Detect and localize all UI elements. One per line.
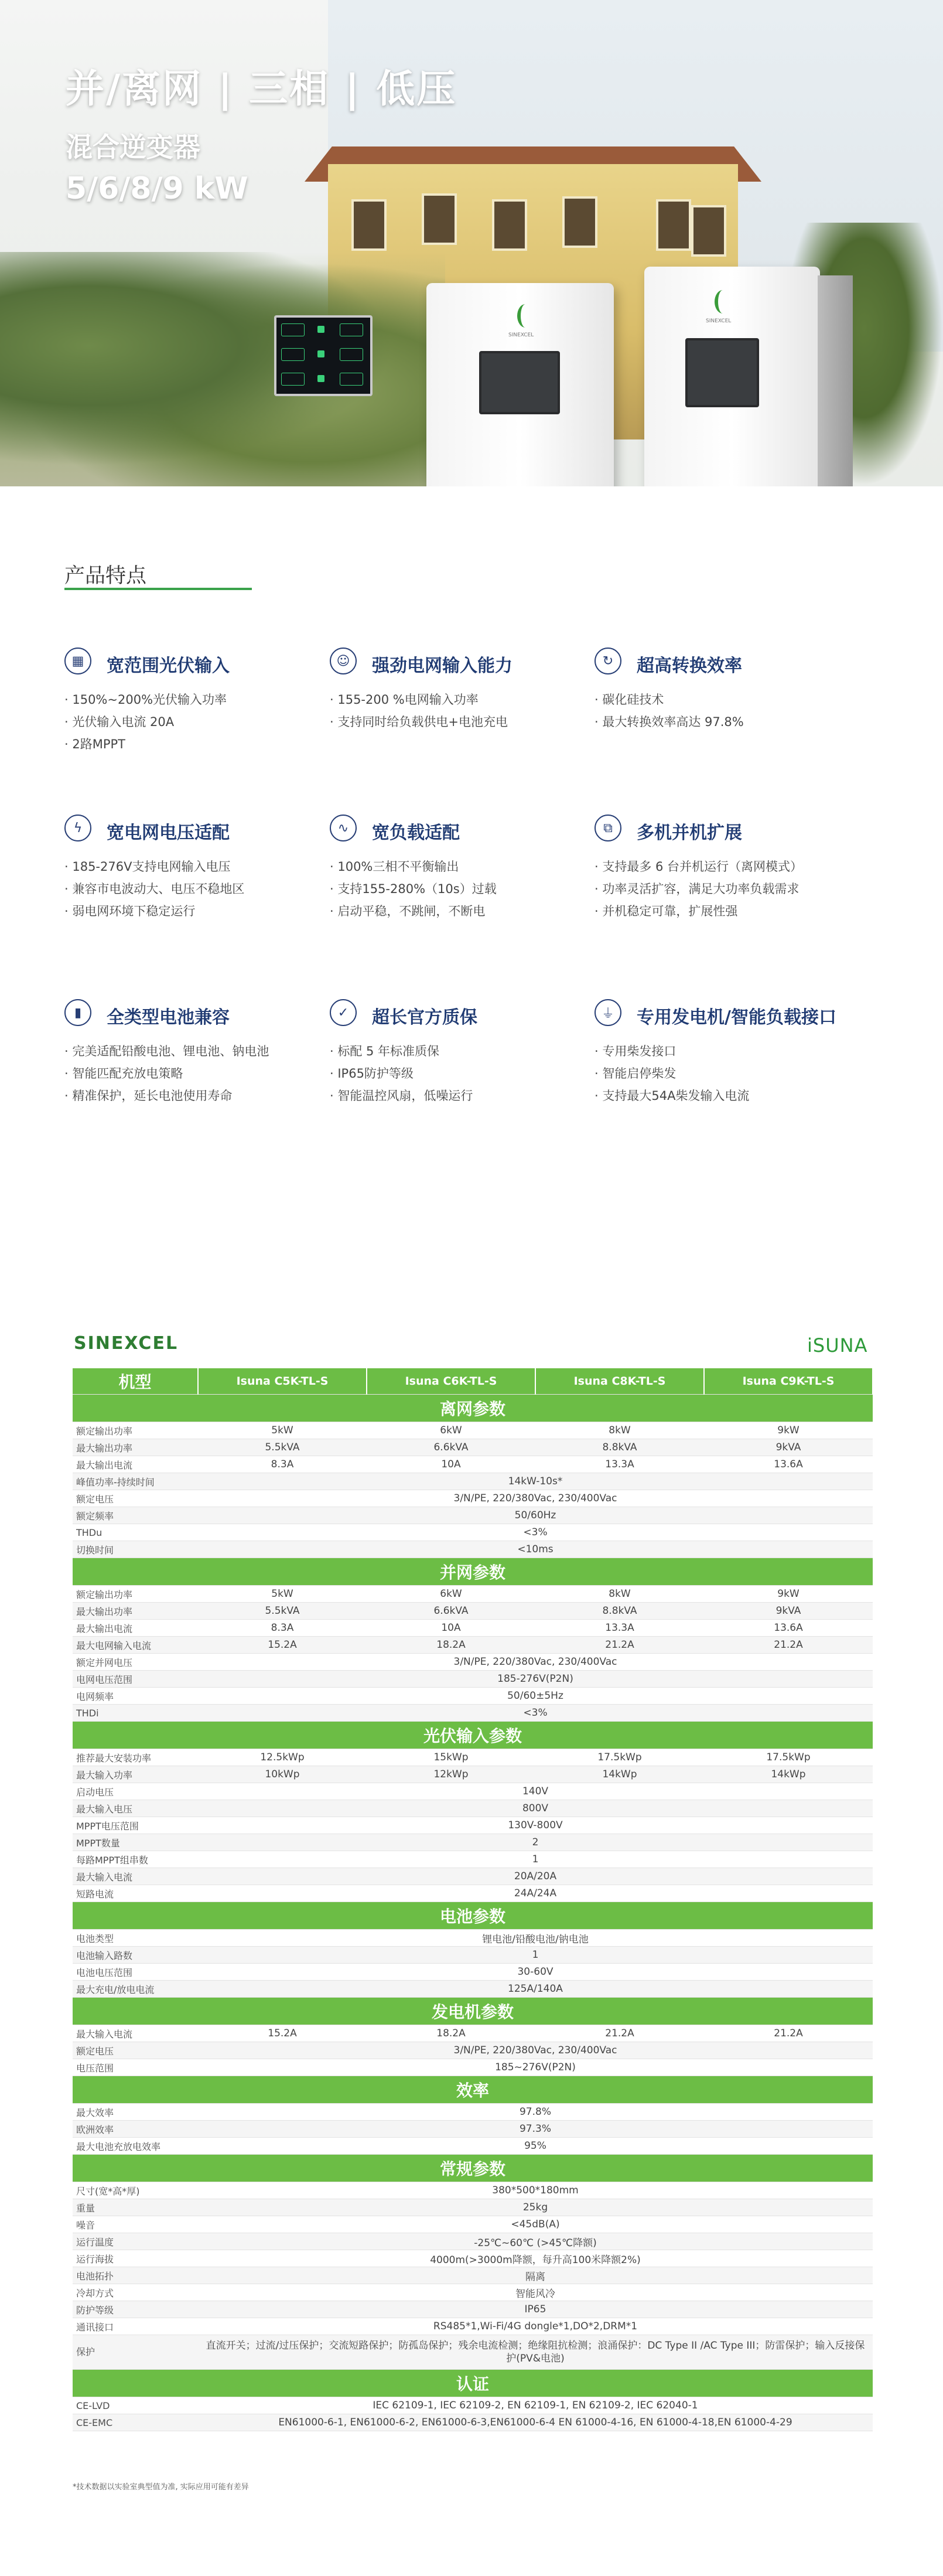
feature-point: · 兼容市电波动大、电压不稳地区 xyxy=(64,882,245,896)
hero-title: 并/离网 | 三相 | 低压 xyxy=(66,66,457,111)
feature-points xyxy=(594,856,802,922)
spec-param-value: 800V xyxy=(198,1800,873,1817)
spec-row xyxy=(73,1603,873,1620)
spec-section-title: 离网参数 xyxy=(73,1395,873,1422)
battery-icon: ▮ xyxy=(64,999,91,1026)
feature-title: 超长官方质保 xyxy=(372,1007,477,1028)
spec-param-label: MPPT数量 xyxy=(73,1834,198,1851)
inverter-front xyxy=(426,283,614,486)
feature-point: · 155-200 %电网输入功率 xyxy=(330,693,479,707)
spec-param-value: <3% xyxy=(198,1524,873,1541)
spec-section-header xyxy=(73,1558,873,1586)
spec-param-value: 380*500*180mm xyxy=(198,2182,873,2199)
spec-param-label: 短路电流 xyxy=(73,1885,198,1902)
footnote: *技术数据以实验室典型值为准, 实际应用可能有差异 xyxy=(73,2483,249,2492)
spec-row xyxy=(73,1749,873,1766)
feature-point: · 专用柴发接口 xyxy=(594,1044,676,1058)
spec-row xyxy=(73,1964,873,1981)
spec-param-value: <3% xyxy=(198,1705,873,1722)
pulse-wave-icon: ∿ xyxy=(330,815,357,841)
spec-param-value: IEC 62109-1, IEC 62109-2, EN 62109-1, EN 62109-2, IEC 62040-1 xyxy=(198,2397,873,2414)
feature-title: 宽范围光伏输入 xyxy=(107,656,230,676)
spec-param-value: 5kW xyxy=(198,1422,367,1439)
feature-point: · 100%三相不平衡输出 xyxy=(330,860,459,874)
shield-check-icon: ✓ xyxy=(330,999,357,1026)
spec-param-value: 智能风冷 xyxy=(198,2284,873,2301)
feature-point: · 支持最多 6 台并机运行（离网模式） xyxy=(594,860,803,874)
spec-table xyxy=(73,1368,873,2431)
spec-param-label: 最大输出电流 xyxy=(73,1620,198,1637)
spec-param-value: 15.2A xyxy=(198,1637,367,1654)
spec-row xyxy=(73,2121,873,2138)
monitoring-display xyxy=(274,315,373,396)
spec-param-label: 重量 xyxy=(73,2199,198,2216)
hero-power-range: 5/6/8/9 kW xyxy=(66,171,248,206)
spec-row xyxy=(73,1851,873,1868)
spec-param-value: 13.6A xyxy=(704,1456,873,1473)
feature-point: · 启动平稳，不跳闸，不断电 xyxy=(330,904,486,918)
feature-points xyxy=(594,1040,749,1107)
spec-param-label: 切换时间 xyxy=(73,1541,198,1558)
spec-param-label: 额定并网电压 xyxy=(73,1654,198,1671)
spec-header-model: Isuna C9K-TL-S xyxy=(704,1368,873,1395)
spec-header-model: Isuna C8K-TL-S xyxy=(535,1368,704,1395)
spec-param-value: 5.5kVA xyxy=(198,1439,367,1456)
feature-point: · 并机稳定可靠，扩展性强 xyxy=(594,904,738,918)
spec-row xyxy=(73,2182,873,2199)
spec-section-header xyxy=(73,2155,873,2182)
feature-title: 专用发电机/智能负载接口 xyxy=(637,1007,836,1028)
feature-point: · 支持155-280%（10s）过载 xyxy=(330,882,497,896)
spec-param-value: 125A/140A xyxy=(198,1981,873,1998)
spec-param-value: 12kWp xyxy=(367,1766,535,1783)
spec-param-value: 9kVA xyxy=(704,1439,873,1456)
feature-title: 全类型电池兼容 xyxy=(107,1007,230,1028)
feature-point: · 150%~200%光伏输入功率 xyxy=(64,693,227,707)
spec-param-value: 130V-800V xyxy=(198,1817,873,1834)
spec-param-value: 30-60V xyxy=(198,1964,873,1981)
spec-param-value: 17.5kWp xyxy=(535,1749,704,1766)
spec-row xyxy=(73,2267,873,2284)
spec-row xyxy=(73,2233,873,2250)
feature-point: · 光伏输入电流 20A xyxy=(64,715,175,729)
spec-section-header xyxy=(73,1998,873,2025)
spec-param-value: 6.6kVA xyxy=(367,1439,535,1456)
spec-row xyxy=(73,1671,873,1688)
spec-param-label: CE-LVD xyxy=(73,2397,198,2414)
spec-param-label: 额定频率 xyxy=(73,1507,198,1524)
spec-param-label: 欧洲效率 xyxy=(73,2121,198,2138)
feature-point: · IP65防护等级 xyxy=(330,1066,414,1081)
spec-row xyxy=(73,1507,873,1524)
spec-param-label: 防护等级 xyxy=(73,2301,198,2318)
spec-param-value: RS485*1,Wi-Fi/4G dongle*1,DO*2,DRM*1 xyxy=(198,2318,873,2335)
spec-row xyxy=(73,2025,873,2042)
spec-row xyxy=(73,2216,873,2233)
spec-param-value: 6kW xyxy=(367,1586,535,1603)
spec-param-label: 每路MPPT组串数 xyxy=(73,1851,198,1868)
spec-param-label: 电池拓扑 xyxy=(73,2267,198,2284)
spec-row xyxy=(73,1800,873,1817)
feature-points xyxy=(64,856,244,922)
feature-title: 强劲电网输入能力 xyxy=(372,656,512,676)
spec-param-label: MPPT电压范围 xyxy=(73,1817,198,1834)
spec-row xyxy=(73,1620,873,1637)
sinexcel-logo-icon-2 xyxy=(715,290,731,314)
spec-param-label: 最大电池充放电效率 xyxy=(73,2138,198,2155)
spec-param-value: 10A xyxy=(367,1456,535,1473)
spec-row xyxy=(73,1490,873,1507)
inverter-angled xyxy=(644,267,820,486)
spec-param-label: 电网电压范围 xyxy=(73,1671,198,1688)
spec-param-value: 13.3A xyxy=(535,1456,704,1473)
spec-param-value: 15.2A xyxy=(198,2025,367,2042)
spec-param-value: -25℃~60℃ (>45℃降额) xyxy=(198,2233,873,2250)
spec-param-value: 5.5kVA xyxy=(198,1603,367,1620)
spec-param-label: THDi xyxy=(73,1705,198,1722)
feature-point: · 2路MPPT xyxy=(64,737,125,751)
feature-title: 宽负载适配 xyxy=(372,823,460,843)
spec-row xyxy=(73,1541,873,1558)
spec-param-label: 最大效率 xyxy=(73,2104,198,2121)
spec-param-label: CE-EMC xyxy=(73,2414,198,2431)
refresh-cycle-icon: ↻ xyxy=(594,648,621,674)
spec-row xyxy=(73,1637,873,1654)
features-heading: 产品特点 xyxy=(64,564,147,588)
feature-point: · 完美适配铅酸电池、锂电池、钠电池 xyxy=(64,1044,269,1058)
spec-param-value: 8.3A xyxy=(198,1456,367,1473)
spec-param-label: 额定电压 xyxy=(73,1490,198,1507)
spec-param-label: 运行海拔 xyxy=(73,2250,198,2267)
spec-row xyxy=(73,1524,873,1541)
spec-param-label: 最大输入功率 xyxy=(73,1766,198,1783)
inverter-logo-text-2: SINEXCEL xyxy=(706,318,732,324)
solar-panel-icon: ▦ xyxy=(64,648,91,674)
spec-section-title: 并网参数 xyxy=(73,1558,873,1586)
spec-row xyxy=(73,2301,873,2318)
spec-row xyxy=(73,1981,873,1998)
spec-param-value: 50/60Hz xyxy=(198,1507,873,1524)
brand-logo-left: SINEXCEL xyxy=(74,1333,179,1354)
feature-points xyxy=(594,689,744,733)
hero-banner xyxy=(0,0,943,486)
inverter-screen-2 xyxy=(685,338,759,407)
spec-param-value: EN61000-6-1, EN61000-6-2, EN61000-6-3,EN61000-6-4 EN 61000-4-16, EN 61000-4-18,EN 61000-4-29 xyxy=(198,2414,873,2431)
trees-foreground xyxy=(0,252,445,486)
feature-point: · 最大转换效率高达 97.8% xyxy=(594,715,744,729)
spec-param-value: 3/N/PE, 220/380Vac, 230/400Vac xyxy=(198,2042,873,2059)
spec-row xyxy=(73,2318,873,2335)
spec-param-value: 12.5kWp xyxy=(198,1749,367,1766)
spec-param-label: 电网频率 xyxy=(73,1688,198,1705)
spec-row xyxy=(73,1688,873,1705)
feature-point: · 功率灵活扩容，满足大功率负载需求 xyxy=(594,882,800,896)
spec-param-value: 17.5kWp xyxy=(704,1749,873,1766)
spec-param-value: 8.8kVA xyxy=(535,1439,704,1456)
spec-row xyxy=(73,2042,873,2059)
spec-param-label: 额定输出功率 xyxy=(73,1586,198,1603)
spec-param-value: 97.8% xyxy=(198,2104,873,2121)
feature-point: · 精准保护，延长电池使用寿命 xyxy=(64,1089,233,1103)
feature-title: 宽电网电压适配 xyxy=(107,823,230,843)
feature-points xyxy=(64,1040,269,1107)
parallel-units-icon: ⧉ xyxy=(594,815,621,841)
spec-param-value: 20A/20A xyxy=(198,1868,873,1885)
spec-param-value: 9kW xyxy=(704,1422,873,1439)
spec-param-label: 最大输入电流 xyxy=(73,1868,198,1885)
spec-param-label: 最大输出功率 xyxy=(73,1603,198,1620)
inverter-screen xyxy=(479,351,560,414)
spec-row xyxy=(73,1868,873,1885)
spec-param-label: 通讯接口 xyxy=(73,2318,198,2335)
spec-param-value: 9kW xyxy=(704,1586,873,1603)
features-heading-underline xyxy=(64,588,252,590)
spec-param-value: 3/N/PE, 220/380Vac, 230/400Vac xyxy=(198,1654,873,1671)
spec-row xyxy=(73,2059,873,2076)
spec-param-label: 最大电网输入电流 xyxy=(73,1637,198,1654)
spec-param-label: 尺寸(宽*高*厚) xyxy=(73,2182,198,2199)
spec-param-label: 冷却方式 xyxy=(73,2284,198,2301)
spec-param-label: 最大输入电流 xyxy=(73,2025,198,2042)
spec-row xyxy=(73,1783,873,1800)
feature-title: 超高转换效率 xyxy=(637,656,742,676)
spec-param-value: 2 xyxy=(198,1834,873,1851)
spec-param-label: 运行温度 xyxy=(73,2233,198,2250)
spec-section-header xyxy=(73,1395,873,1422)
spec-param-label: 最大输出功率 xyxy=(73,1439,198,1456)
spec-param-label: 峰值功率-持续时间 xyxy=(73,1473,198,1490)
spec-param-value: 15kWp xyxy=(367,1749,535,1766)
sinexcel-logo-icon xyxy=(517,304,534,328)
spec-param-label: 最大输入电压 xyxy=(73,1800,198,1817)
feature-point: · 智能温控风扇，低噪运行 xyxy=(330,1089,473,1103)
spec-param-value: <45dB(A) xyxy=(198,2216,873,2233)
spec-section-title: 效率 xyxy=(73,2076,873,2104)
spec-param-value: 8.3A xyxy=(198,1620,367,1637)
spec-section-title: 光伏输入参数 xyxy=(73,1722,873,1749)
spec-param-value: 140V xyxy=(198,1783,873,1800)
spec-param-value: 5kW xyxy=(198,1586,367,1603)
spec-param-value: 13.6A xyxy=(704,1620,873,1637)
spec-section-header xyxy=(73,1722,873,1749)
spec-row xyxy=(73,1817,873,1834)
user-shield-icon: ☺ xyxy=(330,648,357,674)
spec-row xyxy=(73,1439,873,1456)
spec-param-value: 1 xyxy=(198,1947,873,1964)
spec-section-header xyxy=(73,2076,873,2104)
spec-row xyxy=(73,2284,873,2301)
spec-param-value: 10kWp xyxy=(198,1766,367,1783)
spec-param-value: 直流开关；过流/过压保护；交流短路保护；防孤岛保护；残余电流检测；绝缘阻抗检测；浪涌保护：DC Type II /AC Type III；防雷保护；输入反接保护(PV&电池) xyxy=(198,2335,873,2370)
spec-param-value: 21.2A xyxy=(535,1637,704,1654)
spec-row xyxy=(73,1473,873,1490)
spec-param-value: IP65 xyxy=(198,2301,873,2318)
spec-param-label: 推荐最大安装功率 xyxy=(73,1749,198,1766)
spec-section-header xyxy=(73,1902,873,1930)
feature-point: · 标配 5 年标准质保 xyxy=(330,1044,440,1058)
brand-logo-right: iSUNA xyxy=(807,1334,868,1357)
inverter-side-panel xyxy=(818,275,853,486)
feature-point: · 智能匹配充放电策略 xyxy=(64,1066,183,1081)
spec-row xyxy=(73,1947,873,1964)
feature-point: · 智能启停柴发 xyxy=(594,1066,676,1081)
feature-points xyxy=(64,689,227,755)
spec-param-value: 14kWp xyxy=(704,1766,873,1783)
spec-header-model: Isuna C6K-TL-S xyxy=(367,1368,535,1395)
lightning-icon: ϟ xyxy=(64,815,91,841)
spec-header-row xyxy=(73,1368,873,1395)
spec-section-header xyxy=(73,2370,873,2397)
spec-param-label: 噪音 xyxy=(73,2216,198,2233)
spec-param-label: 电池电压范围 xyxy=(73,1964,198,1981)
spec-param-value: 21.2A xyxy=(704,2025,873,2042)
spec-param-value: 50/60±5Hz xyxy=(198,1688,873,1705)
spec-row xyxy=(73,1930,873,1947)
spec-row xyxy=(73,1422,873,1439)
spec-param-label: 保护 xyxy=(73,2335,198,2370)
spec-section-title: 发电机参数 xyxy=(73,1998,873,2025)
spec-param-value: 3/N/PE, 220/380Vac, 230/400Vac xyxy=(198,1490,873,1507)
feature-points xyxy=(330,689,508,733)
spec-row xyxy=(73,2335,873,2370)
spec-param-label: 最大输出电流 xyxy=(73,1456,198,1473)
inverter-logo-text: SINEXCEL xyxy=(508,332,534,338)
spec-param-value: 隔离 xyxy=(198,2267,873,2284)
spec-param-value: 95% xyxy=(198,2138,873,2155)
spec-section-title: 认证 xyxy=(73,2370,873,2397)
spec-row xyxy=(73,2104,873,2121)
spec-param-value: 4000m(>3000m降额，每升高100米降额2%) xyxy=(198,2250,873,2267)
spec-row xyxy=(73,2138,873,2155)
hero-subtitle: 混合逆变器 xyxy=(66,131,200,163)
spec-row xyxy=(73,1705,873,1722)
spec-row xyxy=(73,2414,873,2431)
plug-icon: ⏚ xyxy=(594,999,621,1026)
spec-param-value: 6kW xyxy=(367,1422,535,1439)
spec-row xyxy=(73,1654,873,1671)
spec-param-value: 13.3A xyxy=(535,1620,704,1637)
spec-param-label: 额定电压 xyxy=(73,2042,198,2059)
spec-param-value: <10ms xyxy=(198,1541,873,1558)
spec-row xyxy=(73,1456,873,1473)
feature-point: · 支持同时给负载供电+电池充电 xyxy=(330,715,508,729)
spec-row xyxy=(73,1834,873,1851)
spec-param-value: 21.2A xyxy=(704,1637,873,1654)
spec-param-value: 10A xyxy=(367,1620,535,1637)
spec-param-value: 1 xyxy=(198,1851,873,1868)
feature-points xyxy=(330,856,497,922)
spec-row xyxy=(73,2199,873,2216)
spec-param-value: 185-276V(P2N) xyxy=(198,1671,873,1688)
spec-param-label: 额定输出功率 xyxy=(73,1422,198,1439)
spec-param-value: 25kg xyxy=(198,2199,873,2216)
spec-param-value: 97.3% xyxy=(198,2121,873,2138)
spec-param-value: 18.2A xyxy=(367,2025,535,2042)
feature-points xyxy=(330,1040,473,1107)
spec-section-title: 电池参数 xyxy=(73,1902,873,1930)
feature-point: · 弱电网环境下稳定运行 xyxy=(64,904,196,918)
feature-point: · 支持最大54A柴发输入电流 xyxy=(594,1089,750,1103)
spec-param-value: 185~276V(P2N) xyxy=(198,2059,873,2076)
spec-param-value: 14kWp xyxy=(535,1766,704,1783)
spec-param-label: 电池类型 xyxy=(73,1930,198,1947)
spec-row xyxy=(73,1885,873,1902)
spec-param-value: 8kW xyxy=(535,1422,704,1439)
spec-param-label: 启动电压 xyxy=(73,1783,198,1800)
spec-param-value: 6.6kVA xyxy=(367,1603,535,1620)
spec-param-label: 电压范围 xyxy=(73,2059,198,2076)
feature-point: · 185-276V支持电网输入电压 xyxy=(64,860,231,874)
spec-param-value: 锂电池/铅酸电池/钠电池 xyxy=(198,1930,873,1947)
spec-row xyxy=(73,2250,873,2267)
spec-row xyxy=(73,1586,873,1603)
spec-param-label: 最大充电/放电电流 xyxy=(73,1981,198,1998)
spec-param-value: 9kVA xyxy=(704,1603,873,1620)
spec-param-value: 8kW xyxy=(535,1586,704,1603)
spec-header-model-label: 机型 xyxy=(73,1368,198,1395)
spec-param-value: 24A/24A xyxy=(198,1885,873,1902)
spec-param-value: 21.2A xyxy=(535,2025,704,2042)
feature-title: 多机并机扩展 xyxy=(637,823,742,843)
spec-param-label: THDu xyxy=(73,1524,198,1541)
spec-row xyxy=(73,1766,873,1783)
spec-param-value: 8.8kVA xyxy=(535,1603,704,1620)
spec-header-model: Isuna C5K-TL-S xyxy=(198,1368,367,1395)
spec-param-value: 14kW-10s* xyxy=(198,1473,873,1490)
spec-section-title: 常规参数 xyxy=(73,2155,873,2182)
spec-param-label: 电池输入路数 xyxy=(73,1947,198,1964)
spec-param-value: 18.2A xyxy=(367,1637,535,1654)
feature-point: · 碳化硅技术 xyxy=(594,693,664,707)
spec-row xyxy=(73,2397,873,2414)
